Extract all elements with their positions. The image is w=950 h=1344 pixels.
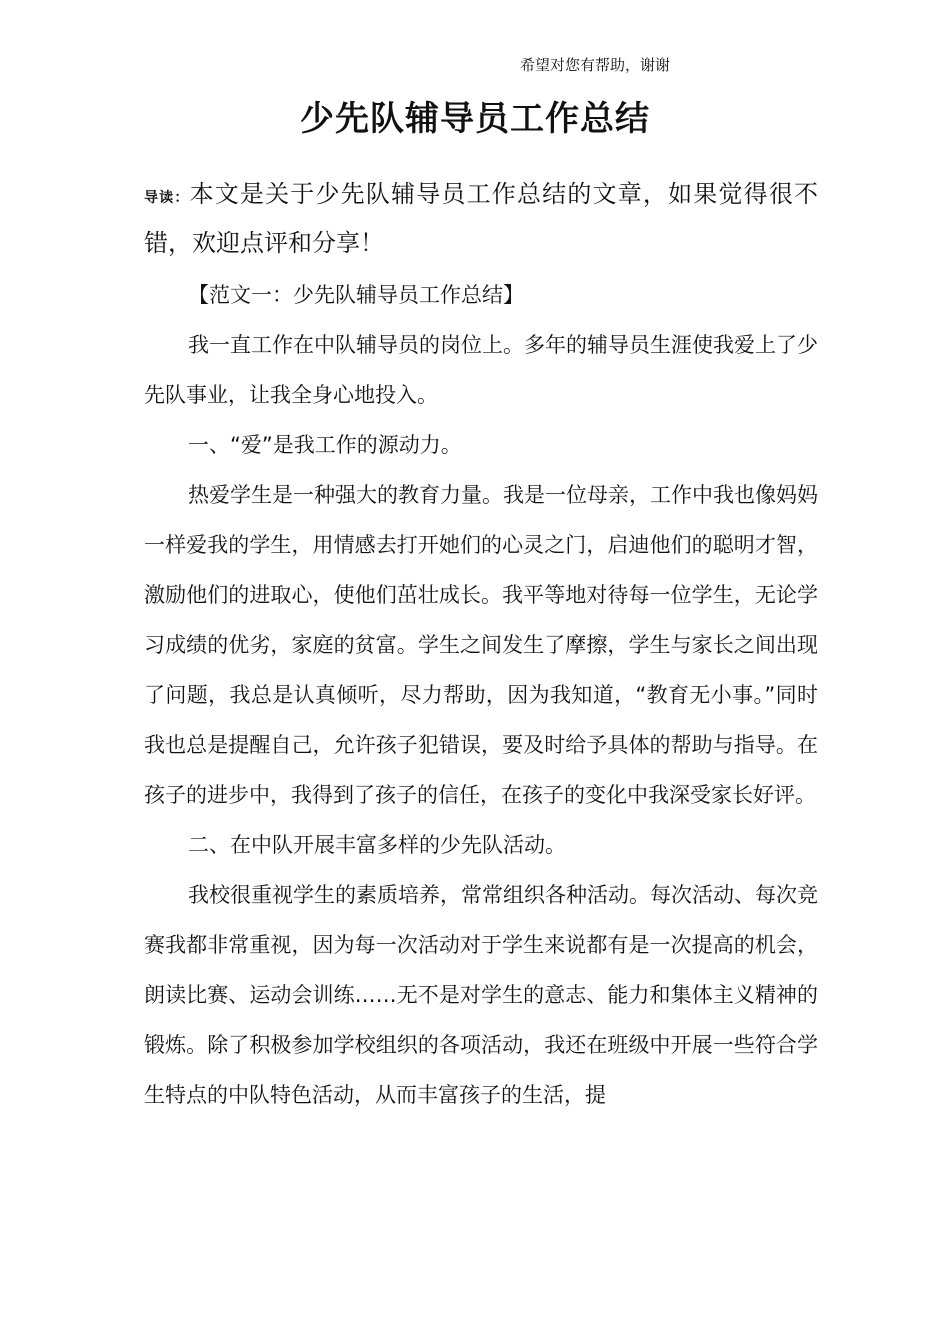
header-note: 希望对您有帮助，谢谢 (520, 56, 671, 74)
intro-lead: 导读： (144, 190, 190, 206)
document-title: 少先队辅导员工作总结 (300, 99, 650, 139)
sample-heading: 【范文一：少先队辅导员工作总结】 (188, 283, 524, 307)
section-heading: 一、“爱”是我工作的源动力。 (188, 433, 462, 457)
body-paragraph: 我校很重视学生的素质培养，常常组织各种活动。每次活动、每次竞赛我都非常重视，因为每一次活动对于学生来说都有是一次提高的机会，朗读比赛、运动会训练……无不是对学生的意志、能力和集体主义精神的锻炼。除了积极参加学校组织的各项活动，我还在班级中开展一些符合学生特点的中队特色活动，从而丰富孩子的生活，提 (144, 883, 818, 1107)
intro-text: 本文是关于少先队辅导员工作总结的文章，如果觉得很不错，欢迎点评和分享！ (144, 180, 819, 257)
intro-paragraph (144, 172, 818, 266)
body-paragraph: 我一直工作在中队辅导员的岗位上。多年的辅导员生涯使我爱上了少先队事业，让我全身心地投入。 (144, 333, 818, 407)
section-heading: 二、在中队开展丰富多样的少先队活动。 (188, 833, 566, 857)
document-body (144, 172, 818, 1120)
body-paragraph: 热爱学生是一种强大的教育力量。我是一位母亲，工作中我也像妈妈一样爱我的学生，用情感去打开她们的心灵之门，启迪他们的聪明才智，激励他们的进取心，使他们茁壮成长。我平等地对待每一位学生，无论学习成绩的优劣，家庭的贫富。学生之间发生了摩擦，学生与家长之间出现了问题，我总是认真倾听，尽力帮助，因为我知道，“教育无小事。”同时我也总是提醒自己，允许孩子犯错误，要及时给予具体的帮助与指导。在孩子的进步中，我得到了孩子的信任，在孩子的变化中我深受家长好评。 (144, 483, 818, 807)
